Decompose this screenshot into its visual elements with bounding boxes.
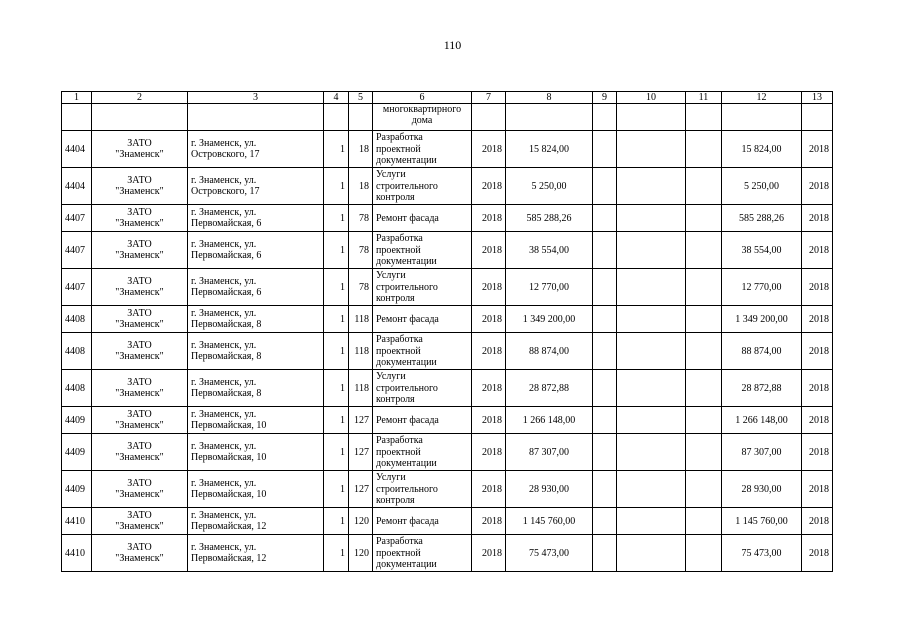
total-cost-cell: 1 145 760,00 xyxy=(506,508,593,535)
col13-year-cell: 2018 xyxy=(802,471,833,508)
year-cell: 2018 xyxy=(472,508,506,535)
address-cell-line: Первомайская, 10 xyxy=(191,452,267,464)
municipality-cell-line: "Знаменск" xyxy=(115,287,164,299)
address-cell-line: Первомайская, 6 xyxy=(191,250,262,262)
municipality-cell xyxy=(92,508,188,535)
address-cell-line: Первомайская, 12 xyxy=(191,521,267,533)
col13-year-cell: 2018 xyxy=(802,370,833,407)
col10-cell xyxy=(617,333,686,370)
col12-cost-cell: 5 250,00 xyxy=(722,168,802,205)
municipality-cell-line: "Знаменск" xyxy=(115,420,164,432)
municipality-cell-line: "Знаменск" xyxy=(115,553,164,565)
col4-cell: 1 xyxy=(324,508,349,535)
row-number-cell: 4408 xyxy=(62,333,92,370)
work-type-cell-line: Услуги xyxy=(376,371,406,383)
work-type-cell xyxy=(373,269,472,306)
work-type-cell xyxy=(373,434,472,471)
address-cell-line: г. Знаменск, ул. xyxy=(191,478,257,489)
table-row xyxy=(62,306,833,333)
col5-cell: 127 xyxy=(349,434,373,471)
work-type-cell xyxy=(373,407,472,434)
col11-cell xyxy=(686,131,722,168)
col11-cell xyxy=(686,508,722,535)
row-number-cell: 4409 xyxy=(62,434,92,471)
col12-cost-cell: 1 145 760,00 xyxy=(722,508,802,535)
total-cost-cell: 88 874,00 xyxy=(506,333,593,370)
table-row xyxy=(62,131,833,168)
col10-cell xyxy=(617,232,686,269)
municipality-cell-line: "Знаменск" xyxy=(115,489,164,501)
work-type-cell-line: Ремонт фасада xyxy=(376,515,439,527)
municipality-cell-line: ЗАТО xyxy=(127,207,152,218)
row-number-cell: 4404 xyxy=(62,168,92,205)
municipality-cell-line: ЗАТО xyxy=(127,478,152,489)
col10-cell xyxy=(617,370,686,407)
table-row xyxy=(62,269,833,306)
municipality-cell xyxy=(92,370,188,407)
municipality-cell-line: ЗАТО xyxy=(127,175,152,186)
work-type-cell xyxy=(373,205,472,232)
work-type-cell-line: документации xyxy=(376,356,437,368)
row-number-cell: 4410 xyxy=(62,508,92,535)
column-number: 11 xyxy=(686,92,722,104)
col9-cell xyxy=(593,508,617,535)
municipality-cell-line: ЗАТО xyxy=(127,441,152,452)
work-type-cell-line: проектной xyxy=(376,345,421,357)
table-row xyxy=(62,333,833,370)
table-row xyxy=(62,232,833,269)
work-type-cell-line: Разработка xyxy=(376,435,423,447)
municipality-cell-line: ЗАТО xyxy=(127,377,152,388)
col12-cost-cell: 585 288,26 xyxy=(722,205,802,232)
municipality-cell xyxy=(92,407,188,434)
total-cost-cell: 12 770,00 xyxy=(506,269,593,306)
municipality-cell xyxy=(92,131,188,168)
address-cell-line: г. Знаменск, ул. xyxy=(191,308,257,319)
municipality-cell xyxy=(92,535,188,572)
municipality-cell xyxy=(92,168,188,205)
continuation-line: дома xyxy=(411,115,433,127)
col4-cell: 1 xyxy=(324,407,349,434)
municipality-cell xyxy=(92,434,188,471)
address-cell-line: Первомайская, 12 xyxy=(191,553,267,565)
col13-year-cell: 2018 xyxy=(802,407,833,434)
table-row xyxy=(62,434,833,471)
page-number: 110 xyxy=(443,38,462,52)
col9-cell xyxy=(593,168,617,205)
address-cell-line: г. Знаменск, ул. xyxy=(191,542,257,553)
address-cell-line: г. Знаменск, ул. xyxy=(191,207,257,218)
col10-cell xyxy=(617,168,686,205)
col5-cell: 78 xyxy=(349,232,373,269)
col5-cell: 118 xyxy=(349,306,373,333)
col13-year-cell: 2018 xyxy=(802,269,833,306)
col4-cell: 1 xyxy=(324,434,349,471)
work-type-cell-line: контроля xyxy=(376,494,415,506)
municipality-cell xyxy=(92,333,188,370)
work-type-cell xyxy=(373,306,472,333)
work-type-cell-line: Услуги xyxy=(376,270,406,282)
municipality-cell xyxy=(92,306,188,333)
year-cell: 2018 xyxy=(472,333,506,370)
address-cell-line: Первомайская, 8 xyxy=(191,388,262,400)
col10-cell xyxy=(617,535,686,572)
work-type-cell-line: проектной xyxy=(376,143,421,155)
year-cell: 2018 xyxy=(472,168,506,205)
municipality-cell-line: ЗАТО xyxy=(127,276,152,287)
municipality-cell-line: ЗАТО xyxy=(127,510,152,521)
year-cell: 2018 xyxy=(472,269,506,306)
work-type-cell-line: проектной xyxy=(376,244,421,256)
address-cell xyxy=(188,306,324,333)
col4-cell: 1 xyxy=(324,370,349,407)
column-number: 2 xyxy=(92,92,188,104)
table-row xyxy=(62,471,833,508)
col11-cell xyxy=(686,434,722,471)
address-cell xyxy=(188,508,324,535)
col11-cell xyxy=(686,370,722,407)
address-cell xyxy=(188,269,324,306)
col9-cell xyxy=(593,269,617,306)
address-cell-line: Островского, 17 xyxy=(191,186,260,198)
column-number: 13 xyxy=(802,92,833,104)
col11-cell xyxy=(686,535,722,572)
municipality-cell-line: "Знаменск" xyxy=(115,388,164,400)
column-number: 1 xyxy=(62,92,92,104)
column-number: 8 xyxy=(506,92,593,104)
col4-cell: 1 xyxy=(324,306,349,333)
address-cell-line: Первомайская, 8 xyxy=(191,351,262,363)
work-type-cell-line: документации xyxy=(376,154,437,166)
row-number-cell: 4407 xyxy=(62,269,92,306)
col13-year-cell: 2018 xyxy=(802,434,833,471)
column-number: 3 xyxy=(188,92,324,104)
municipality-cell-line: ЗАТО xyxy=(127,138,152,149)
year-cell: 2018 xyxy=(472,370,506,407)
municipality-cell-line: "Знаменск" xyxy=(115,218,164,230)
col4-cell: 1 xyxy=(324,535,349,572)
col13-year-cell: 2018 xyxy=(802,508,833,535)
continuation-line: многоквартирного xyxy=(382,104,462,116)
col13-year-cell: 2018 xyxy=(802,131,833,168)
work-type-cell-line: проектной xyxy=(376,547,421,559)
address-cell xyxy=(188,407,324,434)
work-type-cell-line: контроля xyxy=(376,292,415,304)
col12-cost-cell: 38 554,00 xyxy=(722,232,802,269)
row-number-cell: 4409 xyxy=(62,471,92,508)
address-cell-line: Первомайская, 6 xyxy=(191,287,262,299)
col13-year-cell: 2018 xyxy=(802,205,833,232)
table-row xyxy=(62,508,833,535)
year-cell: 2018 xyxy=(472,434,506,471)
address-cell xyxy=(188,205,324,232)
row-number-cell: 4408 xyxy=(62,306,92,333)
municipality-cell xyxy=(92,269,188,306)
municipality-cell-line: "Знаменск" xyxy=(115,521,164,533)
col10-cell xyxy=(617,131,686,168)
total-cost-cell: 585 288,26 xyxy=(506,205,593,232)
col12-cost-cell: 87 307,00 xyxy=(722,434,802,471)
work-type-cell-line: Ремонт фасада xyxy=(376,313,439,325)
col4-cell: 1 xyxy=(324,232,349,269)
total-cost-cell: 5 250,00 xyxy=(506,168,593,205)
work-type-cell xyxy=(373,131,472,168)
row-number-cell: 4409 xyxy=(62,407,92,434)
column-number: 10 xyxy=(617,92,686,104)
row-number-cell: 4407 xyxy=(62,232,92,269)
year-cell: 2018 xyxy=(472,232,506,269)
col13-year-cell: 2018 xyxy=(802,535,833,572)
col12-cost-cell: 12 770,00 xyxy=(722,269,802,306)
municipality-cell-line: ЗАТО xyxy=(127,340,152,351)
col11-cell xyxy=(686,205,722,232)
address-cell-line: Первомайская, 6 xyxy=(191,218,262,230)
address-cell-line: г. Знаменск, ул. xyxy=(191,441,257,452)
col5-cell: 120 xyxy=(349,508,373,535)
work-type-cell xyxy=(373,535,472,572)
municipality-cell xyxy=(92,205,188,232)
address-cell-line: г. Знаменск, ул. xyxy=(191,377,257,388)
total-cost-cell: 15 824,00 xyxy=(506,131,593,168)
municipality-cell-line: "Знаменск" xyxy=(115,186,164,198)
column-number: 7 xyxy=(472,92,506,104)
address-cell xyxy=(188,333,324,370)
row-number-cell: 4408 xyxy=(62,370,92,407)
col9-cell xyxy=(593,407,617,434)
col11-cell xyxy=(686,269,722,306)
municipality-cell-line: "Знаменск" xyxy=(115,149,164,161)
col9-cell xyxy=(593,205,617,232)
address-cell xyxy=(188,535,324,572)
address-cell xyxy=(188,434,324,471)
address-cell-line: г. Знаменск, ул. xyxy=(191,409,257,420)
work-type-cell-line: Ремонт фасада xyxy=(376,212,439,224)
work-type-cell-line: документации xyxy=(376,558,437,570)
work-type-cell-line: проектной xyxy=(376,446,421,458)
work-type-cell-line: строительного xyxy=(376,281,438,293)
col11-cell xyxy=(686,306,722,333)
col9-cell xyxy=(593,471,617,508)
continuation-cell xyxy=(373,104,472,131)
register-table xyxy=(61,91,833,572)
work-type-cell-line: строительного xyxy=(376,382,438,394)
col10-cell xyxy=(617,205,686,232)
column-number: 4 xyxy=(324,92,349,104)
work-type-cell-line: Разработка xyxy=(376,536,423,548)
total-cost-cell: 75 473,00 xyxy=(506,535,593,572)
work-type-cell-line: Разработка xyxy=(376,233,423,245)
municipality-cell-line: "Знаменск" xyxy=(115,351,164,363)
col4-cell: 1 xyxy=(324,131,349,168)
work-type-cell xyxy=(373,471,472,508)
work-type-cell-line: Ремонт фасада xyxy=(376,414,439,426)
municipality-cell-line: "Знаменск" xyxy=(115,452,164,464)
address-cell-line: Первомайская, 8 xyxy=(191,319,262,331)
col9-cell xyxy=(593,535,617,572)
work-type-cell-line: Разработка xyxy=(376,132,423,144)
col9-cell xyxy=(593,434,617,471)
col13-year-cell: 2018 xyxy=(802,333,833,370)
col11-cell xyxy=(686,232,722,269)
address-cell xyxy=(188,370,324,407)
year-cell: 2018 xyxy=(472,407,506,434)
municipality-cell-line: "Знаменск" xyxy=(115,250,164,262)
work-type-cell-line: строительного xyxy=(376,180,438,192)
table-row xyxy=(62,407,833,434)
col11-cell xyxy=(686,168,722,205)
year-cell: 2018 xyxy=(472,306,506,333)
col10-cell xyxy=(617,434,686,471)
address-cell-line: г. Знаменск, ул. xyxy=(191,276,257,287)
municipality-cell xyxy=(92,471,188,508)
municipality-cell-line: ЗАТО xyxy=(127,409,152,420)
table-row xyxy=(62,535,833,572)
address-cell-line: Островского, 17 xyxy=(191,149,260,161)
year-cell: 2018 xyxy=(472,471,506,508)
col12-cost-cell: 88 874,00 xyxy=(722,333,802,370)
municipality-cell-line: ЗАТО xyxy=(127,308,152,319)
year-cell: 2018 xyxy=(472,535,506,572)
municipality-cell-line: "Знаменск" xyxy=(115,319,164,331)
col5-cell: 120 xyxy=(349,535,373,572)
address-cell-line: Первомайская, 10 xyxy=(191,489,267,501)
col5-cell: 118 xyxy=(349,333,373,370)
municipality-cell xyxy=(92,232,188,269)
year-cell: 2018 xyxy=(472,205,506,232)
total-cost-cell: 28 930,00 xyxy=(506,471,593,508)
col11-cell xyxy=(686,471,722,508)
col10-cell xyxy=(617,407,686,434)
work-type-cell-line: документации xyxy=(376,255,437,267)
row-number-cell: 4410 xyxy=(62,535,92,572)
total-cost-cell: 28 872,88 xyxy=(506,370,593,407)
work-type-cell-line: документации xyxy=(376,457,437,469)
column-number: 9 xyxy=(593,92,617,104)
total-cost-cell: 87 307,00 xyxy=(506,434,593,471)
total-cost-cell: 1 266 148,00 xyxy=(506,407,593,434)
col5-cell: 18 xyxy=(349,131,373,168)
col4-cell: 1 xyxy=(324,333,349,370)
address-cell-line: г. Знаменск, ул. xyxy=(191,239,257,250)
work-type-cell xyxy=(373,508,472,535)
table-row xyxy=(62,205,833,232)
col12-cost-cell: 28 930,00 xyxy=(722,471,802,508)
col13-year-cell: 2018 xyxy=(802,232,833,269)
col11-cell xyxy=(686,407,722,434)
col13-year-cell: 2018 xyxy=(802,168,833,205)
work-type-cell xyxy=(373,333,472,370)
col4-cell: 1 xyxy=(324,471,349,508)
work-type-cell-line: Разработка xyxy=(376,334,423,346)
col9-cell xyxy=(593,232,617,269)
total-cost-cell: 1 349 200,00 xyxy=(506,306,593,333)
row-number-cell: 4407 xyxy=(62,205,92,232)
col12-cost-cell: 1 266 148,00 xyxy=(722,407,802,434)
col4-cell: 1 xyxy=(324,205,349,232)
column-number-row xyxy=(62,92,833,104)
work-type-cell-line: контроля xyxy=(376,393,415,405)
municipality-cell-line: ЗАТО xyxy=(127,542,152,553)
col5-cell: 18 xyxy=(349,168,373,205)
address-cell-line: г. Знаменск, ул. xyxy=(191,138,257,149)
address-cell-line: Первомайская, 10 xyxy=(191,420,267,432)
col5-cell: 78 xyxy=(349,269,373,306)
address-cell-line: г. Знаменск, ул. xyxy=(191,340,257,351)
col5-cell: 118 xyxy=(349,370,373,407)
work-type-cell xyxy=(373,168,472,205)
col12-cost-cell: 15 824,00 xyxy=(722,131,802,168)
col5-cell: 127 xyxy=(349,471,373,508)
col10-cell xyxy=(617,269,686,306)
table-row xyxy=(62,168,833,205)
column-number: 5 xyxy=(349,92,373,104)
col9-cell xyxy=(593,131,617,168)
continuation-row xyxy=(62,104,833,131)
table-row xyxy=(62,370,833,407)
address-cell xyxy=(188,232,324,269)
work-type-cell-line: Услуги xyxy=(376,169,406,181)
work-type-cell xyxy=(373,232,472,269)
municipality-cell-line: ЗАТО xyxy=(127,239,152,250)
address-cell xyxy=(188,471,324,508)
total-cost-cell: 38 554,00 xyxy=(506,232,593,269)
col10-cell xyxy=(617,508,686,535)
col5-cell: 78 xyxy=(349,205,373,232)
year-cell: 2018 xyxy=(472,131,506,168)
col12-cost-cell: 28 872,88 xyxy=(722,370,802,407)
work-type-cell-line: Услуги xyxy=(376,472,406,484)
col13-year-cell: 2018 xyxy=(802,306,833,333)
col4-cell: 1 xyxy=(324,168,349,205)
address-cell xyxy=(188,131,324,168)
col5-cell: 127 xyxy=(349,407,373,434)
col10-cell xyxy=(617,306,686,333)
address-cell xyxy=(188,168,324,205)
work-type-cell-line: контроля xyxy=(376,191,415,203)
col11-cell xyxy=(686,333,722,370)
column-number: 12 xyxy=(722,92,802,104)
col10-cell xyxy=(617,471,686,508)
col12-cost-cell: 75 473,00 xyxy=(722,535,802,572)
col9-cell xyxy=(593,370,617,407)
address-cell-line: г. Знаменск, ул. xyxy=(191,510,257,521)
col9-cell xyxy=(593,306,617,333)
col4-cell: 1 xyxy=(324,269,349,306)
work-type-cell-line: строительного xyxy=(376,483,438,495)
work-type-cell xyxy=(373,370,472,407)
row-number-cell: 4404 xyxy=(62,131,92,168)
address-cell-line: г. Знаменск, ул. xyxy=(191,175,257,186)
column-number: 6 xyxy=(373,92,472,104)
col12-cost-cell: 1 349 200,00 xyxy=(722,306,802,333)
table-body xyxy=(62,92,833,572)
col9-cell xyxy=(593,333,617,370)
